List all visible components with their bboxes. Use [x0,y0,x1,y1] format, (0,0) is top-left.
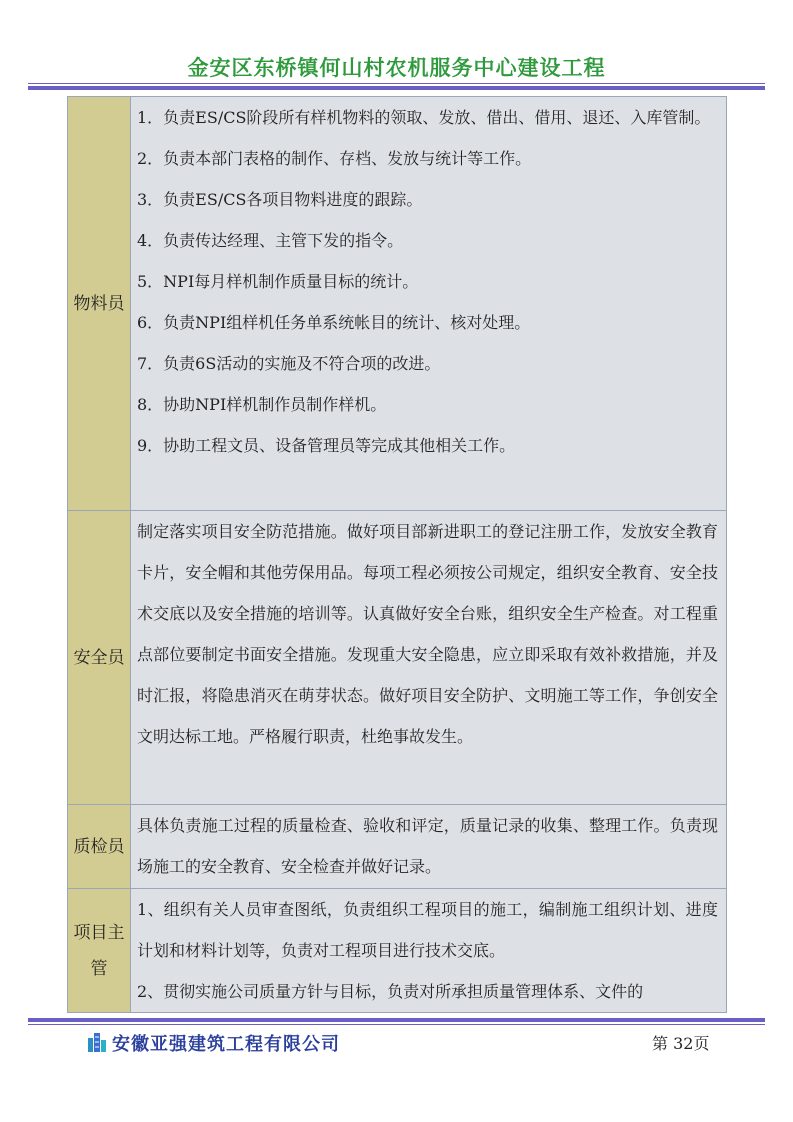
description-cell [131,889,727,1013]
paragraph: 1．负责ES/CS阶段所有样机物料的领取、发放、借出、借用、退还、入库管制。 [137,108,711,127]
page-title: 金安区东桥镇何山村农机服务中心建设工程 [187,56,606,80]
description-cell [131,805,727,889]
paragraph: 5．NPI每月样机制作质量目标的统计。 [137,272,419,291]
table-row [68,97,727,511]
paragraph: 8．协助NPI样机制作员制作样机。 [137,395,387,414]
paragraph: 9．协助工程文员、设备管理员等完成其他相关工作。 [137,436,516,455]
paragraph: 3．负责ES/CS各项目物料进度的跟踪。 [137,190,423,209]
role-cell: 安全员 [68,511,131,805]
page-number: 第 32页 [652,1034,710,1053]
table-row [68,511,727,805]
footer-rule-thick [28,1018,765,1022]
header-rule-thin [28,83,765,84]
header-rule-thick [28,86,765,90]
paragraph: 制定落实项目安全防范措施。做好项目部新进职工的登记注册工作，发放安全教育卡片，安全帽和其他劳保用品。每项工程必须按公司规定，组织安全教育、安全技术交底以及安全措施的培训等。认真做好安全台账，组织安全生产检查。对工程重点部位要制定书面安全措施。发现重大安全隐患，应立即采取有效补救措施，并及时汇报，将隐患消灭在萌芽状态。做好项目安全防护、文明施工等工作，争创安全文明达标工地。严格履行职责，杜绝事故发生。 [137,522,718,746]
paragraph: 6．负责NPI组样机任务单系统帐目的统计、核对处理。 [137,313,531,332]
paragraph: 2、贯彻实施公司质量方针与目标，负责对所承担质量管理体系、文件的 [137,982,644,1001]
company-name: 安徽亚强建筑工程有限公司 [112,1034,340,1055]
paragraph: 2．负责本部门表格的制作、存档、发放与统计等工作。 [137,149,532,168]
role-cell: 质检员 [68,805,131,889]
role-cell: 项目主管 [68,889,131,1013]
paragraph: 具体负责施工过程的质量检查、验收和评定，质量记录的收集、整理工作。负责现场施工的安全教育、安全检查并做好记录。 [137,816,718,876]
paragraph: 4．负责传达经理、主管下发的指令。 [137,231,404,250]
building-logo-icon [86,1030,110,1052]
description-cell [131,511,727,805]
description-cell [131,97,727,511]
paragraph: 1、组织有关人员审查图纸，负责组织工程项目的施工，编制施工组织计划、进度计划和材料计划等，负责对工程项目进行技术交底。 [137,900,718,960]
table-row [68,805,727,889]
paragraph: 7．负责6S活动的实施及不符合项的改进。 [137,354,441,373]
footer-rule-thin [28,1024,765,1025]
table-row [68,889,727,1013]
role-cell: 物料员 [68,97,131,511]
duties-table [67,96,727,1013]
